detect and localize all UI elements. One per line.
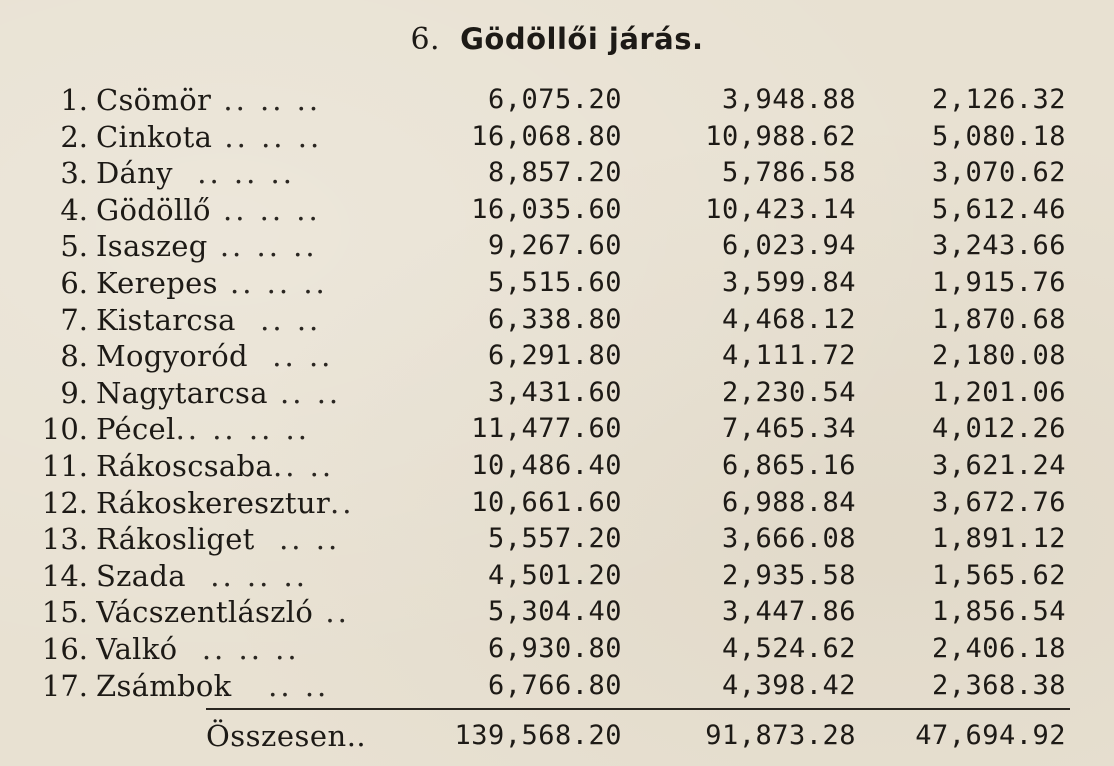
row-index: 8. — [60, 339, 88, 374]
value-col1: 16,035.60 — [471, 193, 622, 225]
table-row — [0, 265, 1114, 302]
place-cell — [96, 338, 388, 375]
value-col2: 4,398.42 — [721, 669, 856, 701]
place-cell — [96, 668, 388, 705]
row-index: 1. — [60, 83, 88, 117]
value-col1: 6,338.80 — [487, 303, 622, 335]
leader-dots: .. .. — [267, 375, 342, 410]
value-col1: 11,477.60 — [471, 413, 622, 445]
table-row — [0, 82, 1114, 119]
value-col2: 3,948.88 — [721, 84, 856, 115]
value-col3: 1,565.62 — [931, 559, 1066, 591]
place-name: Rákoscsaba — [96, 448, 273, 483]
place-cell — [96, 155, 388, 192]
leader-dots: .. — [330, 485, 355, 520]
place-name: Kerepes — [96, 265, 218, 300]
total-label: Összesen.. — [206, 719, 367, 753]
place-cell — [96, 558, 388, 595]
value-col3: 3,621.24 — [931, 449, 1066, 481]
table-row — [0, 119, 1114, 156]
value-col2: 2,230.54 — [721, 376, 856, 408]
row-index: 17. — [41, 668, 88, 703]
row-index: 4. — [60, 192, 88, 227]
value-col1: 4,501.20 — [487, 559, 622, 591]
table-row — [0, 338, 1114, 375]
data-table — [0, 82, 1114, 704]
row-index: 10. — [41, 412, 88, 447]
value-col3: 5,080.18 — [931, 120, 1066, 152]
value-col2: 10,988.62 — [705, 120, 856, 152]
total-value-col1: 139,568.20 — [454, 720, 622, 751]
value-col3: 1,915.76 — [931, 266, 1066, 298]
page-title — [0, 22, 1114, 57]
leader-dots: .. — [313, 595, 350, 630]
place-cell — [96, 448, 388, 485]
place-name: Kistarcsa — [96, 302, 236, 337]
place-name: Dány — [96, 156, 173, 191]
row-index: 15. — [41, 595, 88, 630]
leader-dots: .. .. .. — [172, 156, 295, 191]
value-col1: 9,267.60 — [487, 230, 622, 262]
value-col2: 4,111.72 — [721, 340, 856, 372]
value-col2: 2,935.58 — [721, 559, 856, 591]
table-row — [0, 155, 1114, 192]
place-name: Rákosliget — [96, 522, 255, 557]
leader-dots: .. .. — [235, 302, 322, 337]
table-row — [0, 521, 1114, 558]
row-index: 16. — [41, 631, 88, 666]
leader-dots: .. .. .. — [207, 229, 318, 264]
section-number: 6. — [410, 22, 441, 57]
value-col3: 5,612.46 — [931, 193, 1066, 225]
leader-dots: .. .. .. .. — [175, 412, 310, 447]
value-col1: 10,661.60 — [471, 486, 622, 518]
value-col3: 1,891.12 — [931, 523, 1066, 555]
value-col2: 3,447.86 — [721, 596, 856, 628]
value-col1: 6,930.80 — [487, 632, 622, 664]
place-name: Cinkota — [96, 119, 213, 154]
value-col3: 2,406.18 — [931, 632, 1066, 664]
place-cell — [96, 82, 388, 119]
table-row — [0, 631, 1114, 668]
value-col2: 3,666.08 — [721, 523, 856, 555]
place-name: Mogyoród — [96, 339, 248, 374]
value-col1: 5,304.40 — [487, 596, 622, 628]
leader-dots: .. .. — [254, 522, 341, 557]
section-title: Gödöllői járás. — [460, 22, 704, 56]
place-name: Zsámbok — [96, 668, 232, 703]
value-col1: 10,486.40 — [471, 449, 622, 481]
leader-dots: .. .. — [231, 668, 330, 703]
table-row — [0, 594, 1114, 631]
table-row — [0, 375, 1114, 412]
value-col2: 7,465.34 — [721, 413, 856, 445]
place-cell — [96, 411, 388, 448]
place-name: Csömör — [96, 83, 212, 117]
value-col3: 3,672.76 — [931, 486, 1066, 518]
value-col2: 6,023.94 — [721, 230, 856, 262]
value-col3: 1,856.54 — [931, 596, 1066, 628]
place-cell — [96, 485, 388, 522]
place-name: Szada — [96, 558, 186, 593]
value-col3: 1,201.06 — [931, 376, 1066, 408]
leader-dots: .. .. — [272, 448, 335, 483]
place-name: Nagytarcsa — [96, 375, 268, 410]
place-cell — [96, 594, 388, 631]
leader-dots: .. .. — [247, 339, 334, 374]
total-value-col3: 47,694.92 — [915, 720, 1066, 751]
leader-dots: .. .. .. — [185, 558, 308, 593]
row-index: 11. — [41, 448, 88, 483]
place-cell — [96, 228, 388, 265]
row-index: 3. — [60, 156, 88, 191]
value-col2: 5,786.58 — [721, 157, 856, 189]
total-divider — [206, 708, 1070, 710]
row-index: 7. — [60, 302, 88, 337]
table-row — [0, 302, 1114, 339]
place-cell — [96, 631, 388, 668]
table-row — [0, 411, 1114, 448]
place-name: Valkó — [96, 631, 178, 666]
leader-dots: .. .. .. — [210, 192, 321, 227]
leader-dots: .. .. .. — [177, 631, 300, 666]
value-col3: 3,070.62 — [931, 157, 1066, 189]
table-row — [0, 192, 1114, 229]
table-row — [0, 668, 1114, 705]
value-col2: 4,524.62 — [721, 632, 856, 664]
total-value-col2: 91,873.28 — [705, 720, 856, 751]
value-col1: 16,068.80 — [471, 120, 622, 152]
table-row — [0, 448, 1114, 485]
value-col1: 3,431.60 — [487, 376, 622, 408]
row-index: 5. — [60, 229, 88, 264]
table-row — [0, 228, 1114, 265]
leader-dots: .. .. .. — [212, 119, 323, 154]
total-row — [0, 716, 1114, 756]
place-cell — [96, 521, 388, 558]
value-col3: 3,243.66 — [931, 230, 1066, 262]
row-index: 14. — [41, 558, 88, 593]
value-col1: 5,557.20 — [487, 523, 622, 555]
value-col1: 6,766.80 — [487, 669, 622, 701]
table-row — [0, 558, 1114, 595]
value-col3: 2,180.08 — [931, 340, 1066, 372]
value-col1: 8,857.20 — [487, 157, 622, 189]
place-name: Vácszentlászló — [96, 595, 314, 630]
row-index: 9. — [60, 375, 88, 410]
value-col1: 5,515.60 — [487, 266, 622, 298]
place-cell — [96, 265, 388, 302]
row-index: 13. — [41, 522, 88, 557]
row-index: 12. — [41, 485, 88, 520]
place-name: Pécel — [96, 412, 176, 447]
table-row — [0, 485, 1114, 522]
value-col2: 6,988.84 — [721, 486, 856, 518]
value-col2: 3,599.84 — [721, 266, 856, 298]
row-index: 6. — [60, 265, 88, 300]
value-col1: 6,075.20 — [487, 84, 622, 115]
value-col3: 2,126.32 — [931, 84, 1066, 115]
value-col2: 4,468.12 — [721, 303, 856, 335]
leader-dots: .. .. .. — [217, 265, 328, 300]
value-col3: 4,012.26 — [931, 413, 1066, 445]
value-col1: 6,291.80 — [487, 340, 622, 372]
value-col3: 2,368.38 — [931, 669, 1066, 701]
place-cell — [96, 302, 388, 339]
leader-dots: .. .. .. — [211, 83, 322, 117]
value-col2: 6,865.16 — [721, 449, 856, 481]
place-name: Gödöllő — [96, 192, 211, 227]
value-col2: 10,423.14 — [705, 193, 856, 225]
place-cell — [96, 119, 388, 156]
place-name: Isaszeg — [96, 229, 208, 264]
place-cell — [96, 375, 388, 412]
value-col3: 1,870.68 — [931, 303, 1066, 335]
place-cell — [96, 192, 388, 229]
row-index: 2. — [60, 119, 88, 154]
place-name: Rákoskeresztur — [96, 485, 331, 520]
